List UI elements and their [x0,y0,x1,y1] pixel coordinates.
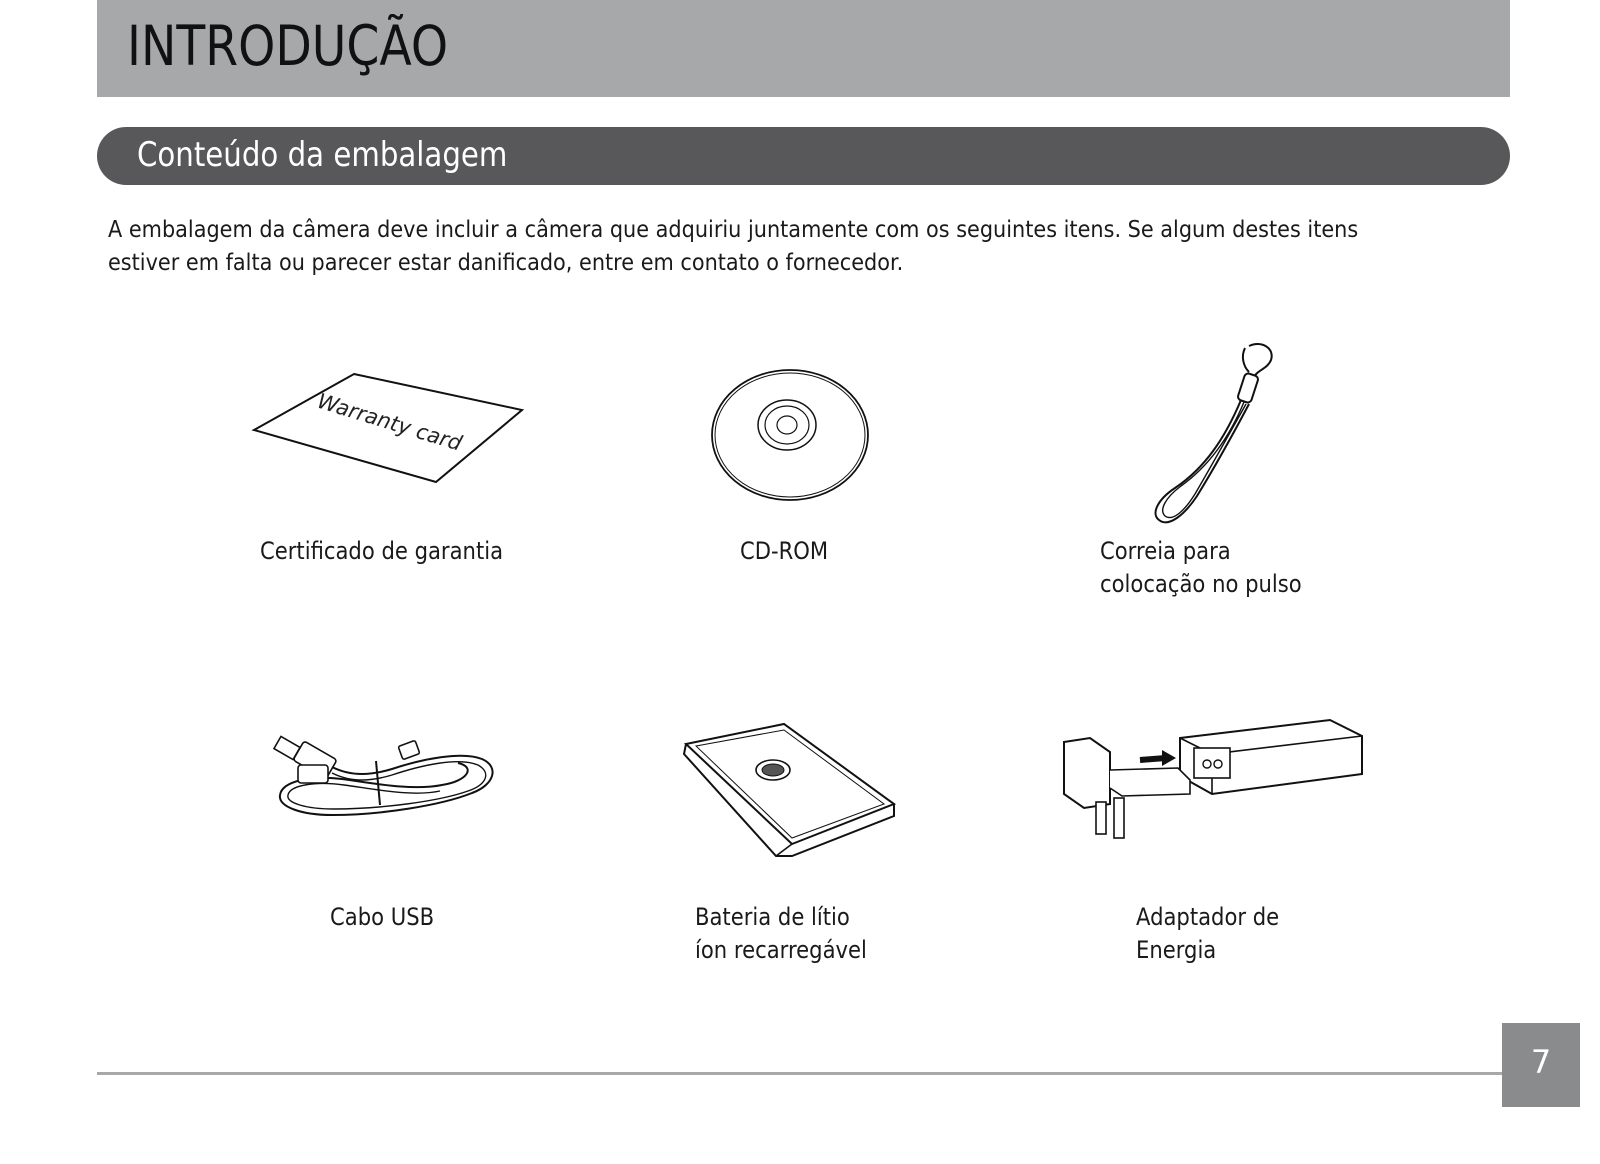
intro-paragraph: A embalagem da câmera deve incluir a câmera que adquiriu juntamente com os seguintes itens. Se algum destes itens estiver em falta ou parecer estar danificado, entre em contato o fornecedor. [108,217,1359,276]
page-number: 7 [1530,1043,1552,1081]
warranty-card-icon [250,370,525,490]
caption-line: Bateria de lítio [695,903,850,931]
section-title: Conteúdo da embalagem [137,135,508,175]
cd-rom-icon [705,362,875,508]
footer-divider [97,1072,1502,1075]
caption-warranty-card [260,535,503,568]
chapter-header [97,0,1510,97]
caption-line: íon recarregável [695,936,867,964]
caption-line: CD-ROM [740,537,829,565]
warranty-card-text: Warranty card [314,388,465,456]
caption-line: Correia para [1100,537,1231,565]
battery-icon [680,720,905,865]
caption-line: Energia [1136,936,1217,964]
wrist-strap-icon [1145,338,1285,528]
usb-cable-icon [272,735,502,845]
caption-line: Certificado de garantia [260,537,504,565]
caption-wrist-strap [1100,535,1302,601]
page-number-box [1502,1023,1580,1107]
section-header [97,127,1510,185]
chapter-title: INTRODUÇÃO [127,14,449,78]
caption-line: colocação no pulso [1100,570,1302,598]
caption-cd-rom [740,535,828,568]
caption-line: Adaptador de [1136,903,1280,931]
power-adapter-icon [1060,712,1375,867]
caption-battery [695,901,867,967]
caption-power-adapter [1136,901,1279,967]
caption-line: Cabo USB [330,903,435,931]
caption-usb-cable [330,901,434,934]
